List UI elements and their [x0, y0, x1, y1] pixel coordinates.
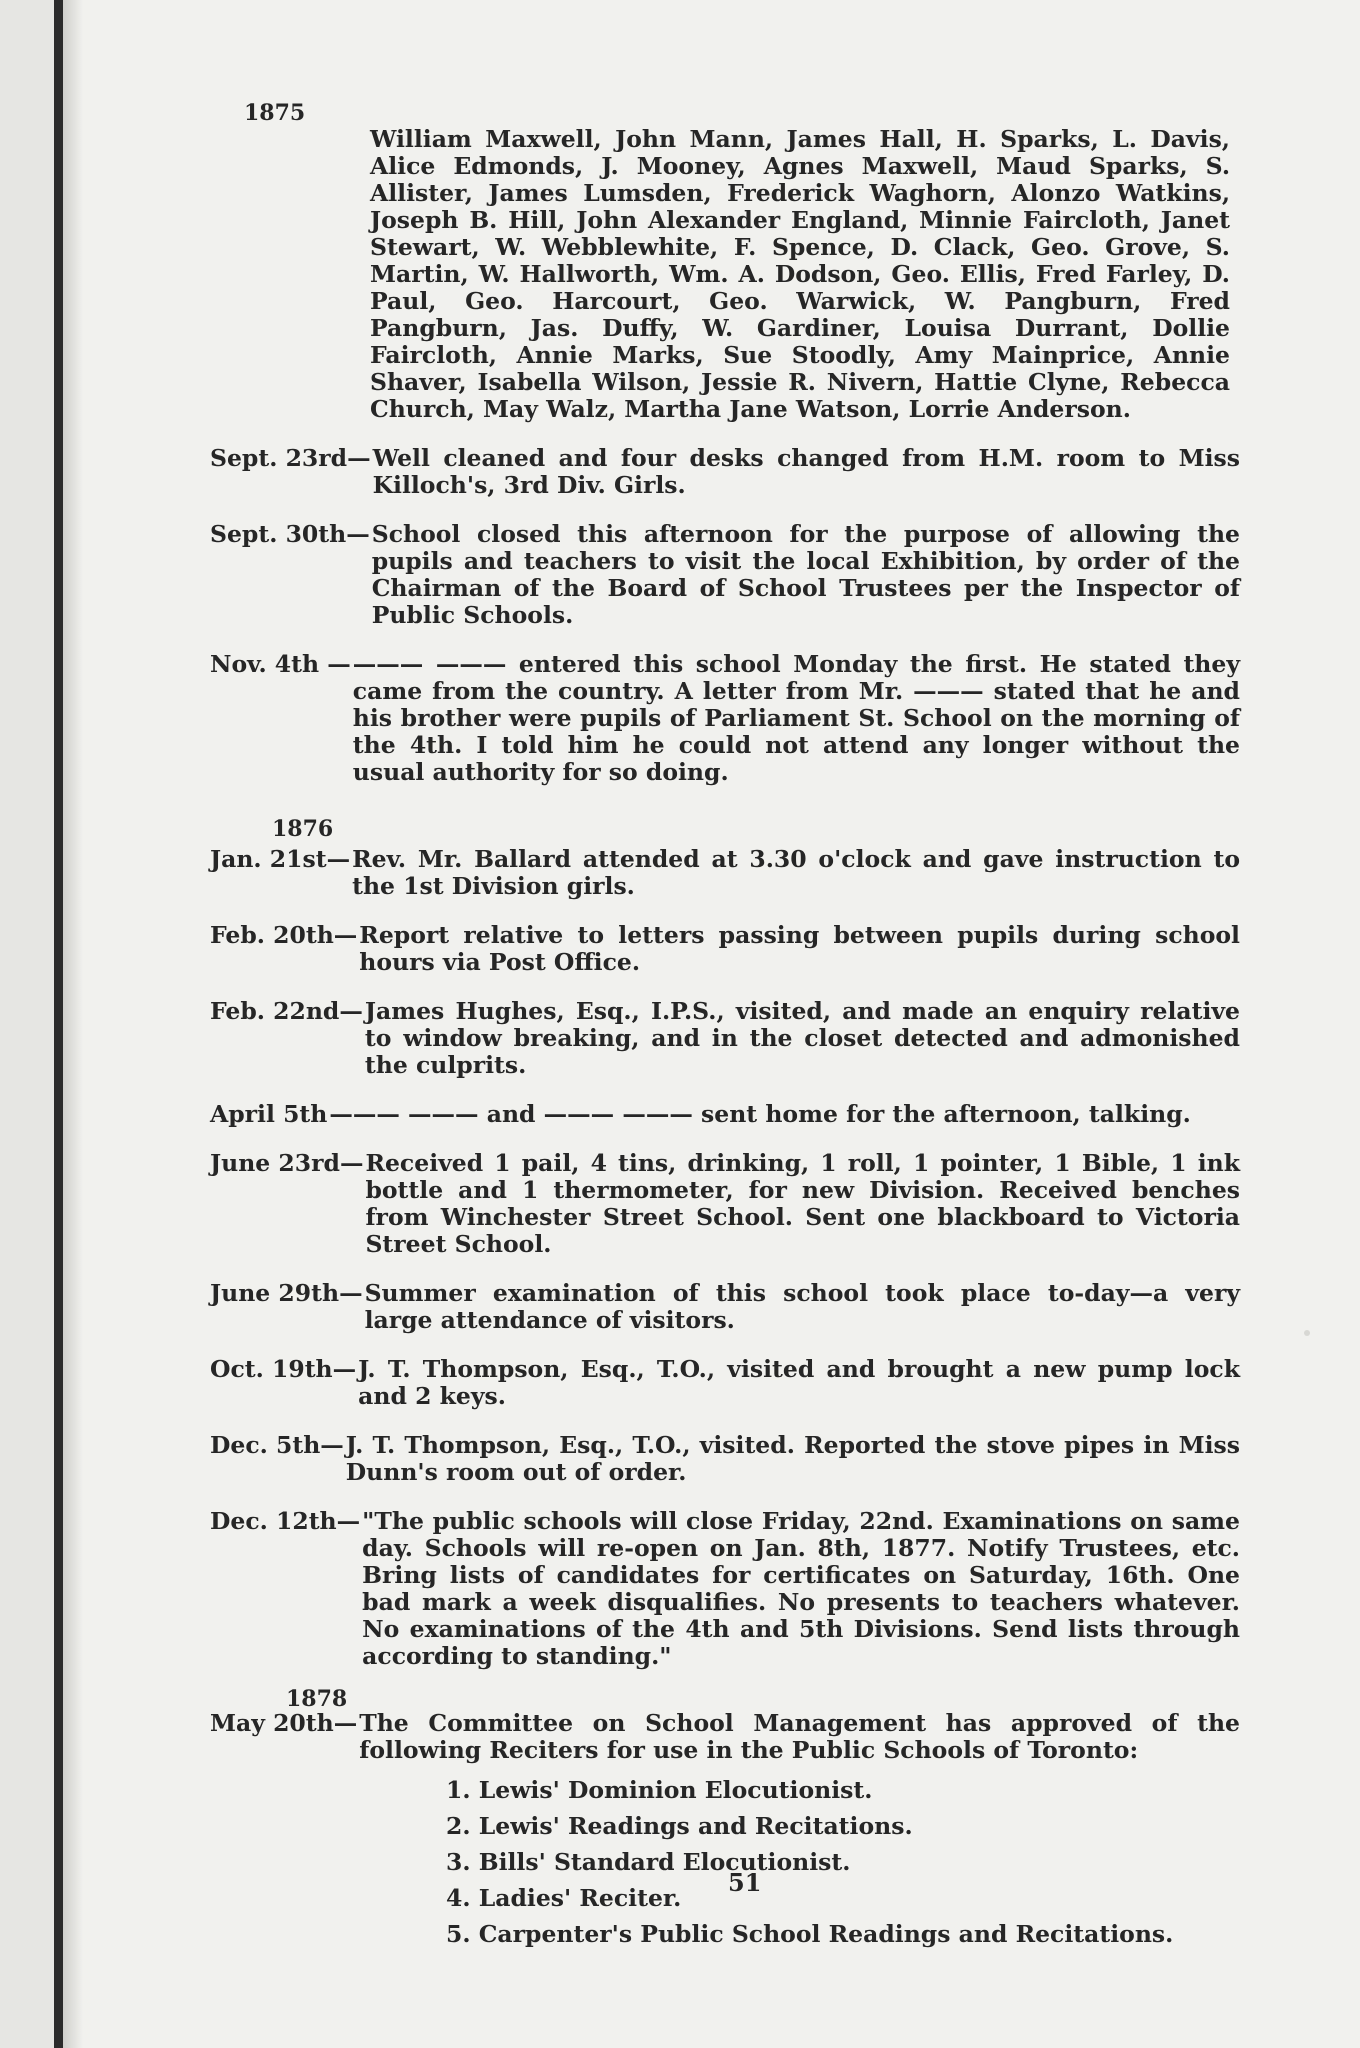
reciters-list	[446, 1772, 1270, 1952]
entries-1876	[210, 846, 1270, 1670]
entry-text: Rev. Mr. Ballard attended at 3.30 o'clock and gave instruction to the 1st Division girls.	[352, 845, 1240, 900]
entry-text: Received 1 pail, 4 tins, drinking, 1 roll, 1 pointer, 1 Bible, 1 ink bottle and 1 thermometer, for new Division. Received benches from Winchester Street School. Sent one blackboard to Victoria Street School.	[365, 1149, 1240, 1258]
list-item: 3. Bills' Standard Elocutionist.	[446, 1848, 851, 1876]
page-content	[210, 100, 1270, 1952]
entry-text: J. T. Thompson, Esq., T.O., visited and brought a new pump lock and 2 keys.	[358, 1355, 1240, 1410]
entry-date: June 29th—	[210, 1279, 363, 1307]
year-heading-1876: 1876	[272, 816, 334, 842]
entry-text: School closed this afternoon for the purpose of allowing the pupils and teachers to visit the local Exhibition, by order of the Chairman of the Board of School Trustees per the Inspector of Public Schools.	[371, 520, 1240, 629]
log-entry	[210, 1356, 1240, 1410]
entry-date: April 5th	[210, 1100, 328, 1128]
entry-date: Sept. 23rd—	[210, 444, 371, 472]
facing-page-edge	[0, 0, 54, 2048]
log-entry	[210, 846, 1240, 900]
log-entry	[210, 922, 1240, 976]
entry-date: Feb. 22nd—	[210, 997, 363, 1025]
list-item: 2. Lewis' Readings and Recitations.	[446, 1812, 913, 1840]
entry-date: Sept. 30th—	[210, 520, 370, 548]
entry-text: The Committee on School Management has approved of the following Reciters for use in the Public Schools of Toronto:	[359, 1709, 1240, 1764]
year-heading-1878: 1878	[286, 1686, 348, 1712]
entry-text: ——— ——— and ——— ——— sent home for the afternoon, talking.	[329, 1100, 1191, 1128]
entries-1875	[210, 445, 1270, 786]
paper-blemish	[1304, 1330, 1310, 1336]
entry-text: James Hughes, Esq., I.P.S., visited, and made an enquiry relative to window breaking, and in the closet detected and admonished the culprits.	[364, 997, 1240, 1079]
log-entry	[210, 1280, 1240, 1334]
entry-date: Oct. 19th—	[210, 1355, 357, 1383]
entry-text: Report relative to letters passing between pupils during school hours via Post Office.	[359, 921, 1240, 976]
entry-date: Jan. 21st—	[210, 845, 351, 873]
log-entry	[210, 1101, 1240, 1128]
list-item: 1. Lewis' Dominion Elocutionist.	[446, 1776, 873, 1804]
entry-date: Dec. 5th—	[210, 1431, 344, 1459]
entry-date: Dec. 12th—	[210, 1507, 361, 1535]
list-item: 5. Carpenter's Public School Readings and Recitations.	[446, 1920, 1174, 1948]
entry-text: Summer examination of this school took place to-day—a very large attendance of visitors.	[364, 1279, 1240, 1334]
entry-date: Feb. 20th—	[210, 921, 358, 949]
log-entry	[210, 1432, 1240, 1486]
log-entry	[210, 521, 1240, 629]
year-heading-1875: 1875	[244, 100, 306, 126]
entry-text: ——— ——— entered this school Monday the first. He stated they came from the country. A letter from Mr. ——— stated that he and his brother were pupils of Parliament St. School on the morning of the 4th. I told him he could not attend any longer without the usual authority for so doing.	[352, 650, 1240, 786]
entry-text: "The public schools will close Friday, 22nd. Examinations on same day. Schools will re-open on Jan. 8th, 1877. Notify Trustees, etc. Bring lists of candidates for certificates on Saturday, 16th. One bad mark a week disqualifies. No presents to teachers whatever. No examinations of the 4th and 5th Divisions. Send lists through according to standing."	[362, 1507, 1240, 1670]
log-entry	[210, 1710, 1240, 1764]
page-number: 51	[728, 1868, 762, 1897]
log-entry	[210, 1150, 1240, 1258]
entry-date: Nov. 4th —	[210, 650, 351, 678]
entry-date: June 23rd—	[210, 1149, 364, 1177]
entry-date: May 20th—	[210, 1709, 358, 1737]
pupil-names-paragraph: William Maxwell, John Mann, James Hall, H. Sparks, L. Davis, Alice Edmonds, J. Mooney, Agnes Maxwell, Maud Sparks, S. Allister, James Lumsden, Frederick Waghorn, Alonzo Watkins, Joseph B. Hill, John Alexander England, Minnie Faircloth, Janet Stewart, W. Webblewhite, F. Spence, D. Clack, Geo. Grove, S. Martin, W. Hallworth, Wm. A. Dodson, Geo. Ellis, Fred Farley, D. Paul, Geo. Harcourt, Geo. Warwick, W. Pangburn, Fred Pangburn, Jas. Duffy, W. Gardiner, Louisa Durrant, Dollie Faircloth, Annie Marks, Sue Stoodly, Amy Mainprice, Annie Shaver, Isabella Wilson, Jessie R. Nivern, Hattie Clyne, Rebecca Church, May Walz, Martha Jane Watson, Lorrie Anderson.	[370, 125, 1230, 423]
log-entry	[210, 445, 1240, 499]
binding-gradient	[63, 0, 83, 2048]
binding-shadow	[54, 0, 63, 2048]
log-entry	[210, 1508, 1240, 1670]
log-entry	[210, 651, 1240, 786]
entry-text: J. T. Thompson, Esq., T.O., visited. Reported the stove pipes in Miss Dunn's room out of order.	[345, 1431, 1240, 1486]
list-item: 4. Ladies' Reciter.	[446, 1884, 682, 1912]
log-entry	[210, 998, 1240, 1079]
entry-text: Well cleaned and four desks changed from H.M. room to Miss Killoch's, 3rd Div. Girls.	[372, 444, 1240, 499]
